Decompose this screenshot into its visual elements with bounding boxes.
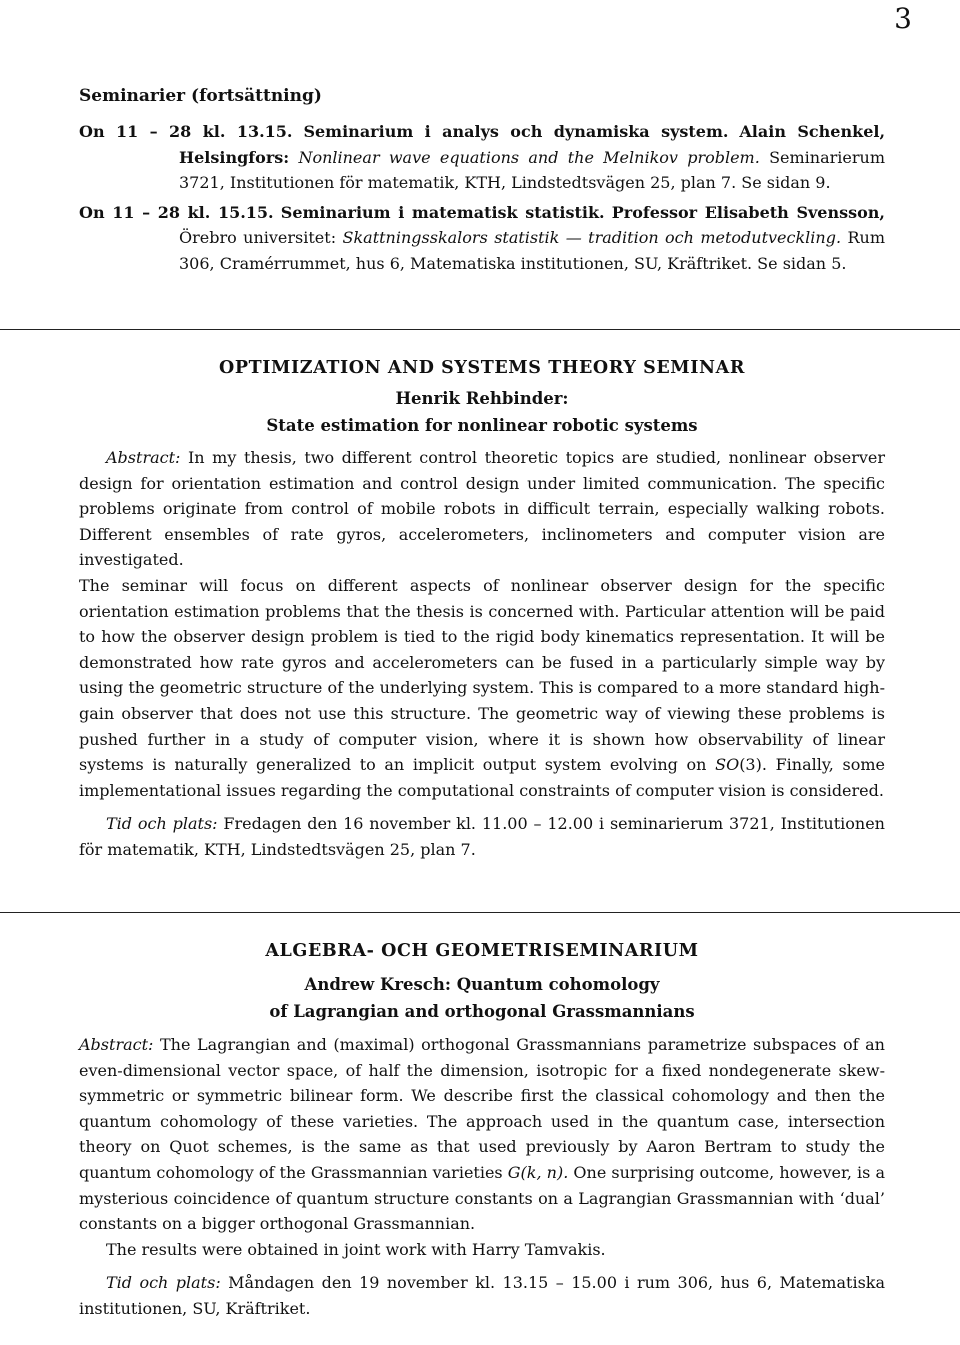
entry-when: On 11 – 28 kl. 15.15. [79, 202, 274, 222]
abstract-paragraph [79, 445, 885, 573]
abstract-text: Finally, some implementational issues regarding the computational constraints of computer vision is considered. [79, 755, 885, 800]
seminar-entry [79, 200, 885, 277]
talk-title: of Lagrangian and orthogonal Grassmannians [269, 1002, 695, 1021]
abstract-paragraph [79, 1032, 885, 1237]
abstract-text: The Lagrangian and (maximal) orthogonal Grassmannians parametrize subspaces of an even-dimensional vector space, of half the dimension, isotropic for a fixed nondegenerate skew-symmetric or symmetric bilinear form. We describe first the classical cohomology and then the quantum cohomology of these varieties. The approach used in the quantum case, intersection theory on Quot schemes, is the same as that used previously by Aaron Bertram to study the quantum cohomology of the Grassmannian varieties [79, 1035, 885, 1182]
abstract-label: Abstract: [79, 1035, 154, 1054]
page-number: 3 [894, 2, 912, 35]
abstract-text: The seminar will focus on different aspects of nonlinear observer design for the specific orientation estimation problems that the thesis is concerned with. Particular attention will be paid to how the observer design problem is tied to the rigid body kinematics representation. It will be demonstrated how rate gyros and accelerometers can be fused in a particularly simple way by using the geometric structure of the underlying system. This is compared to a more standard high-gain observer that does not use this structure. The geometric way of viewing these problems is pushed further in a study of computer vision, where it is shown how observability of linear systems is naturally generalized to an implicit output system evolving on [79, 575, 885, 775]
entry-affiliation: Örebro universitet: [179, 228, 337, 247]
seminar-entry [79, 119, 885, 196]
seminar-title: OPTIMIZATION AND SYSTEMS THEORY SEMINAR [219, 358, 745, 378]
entry-series: Seminarium i analys och dynamiska system. [303, 122, 729, 141]
entry-series: Seminarium i matematisk statistik. [280, 202, 605, 222]
math-symbol: G(k, n). [507, 1162, 569, 1182]
time-and-place [79, 1270, 885, 1321]
section-divider [0, 329, 960, 330]
talk-title: State estimation for nonlinear robotic systems [266, 416, 698, 435]
time-text: Fredagen den 16 november kl. 11.00 – 12.00 i seminarierum 3721, Institutionen för matematik, KTH, Lindstedtsvägen 25, plan 7. [79, 814, 885, 859]
entry-place: Seminarierum 3721, Institutionen för matematik, KTH, Lindstedtsvägen 25, plan 7. Se sidan 9. [179, 147, 885, 192]
math-argument: (3). [739, 755, 767, 775]
section-heading: Seminarier (fortsättning) [79, 86, 322, 106]
talk-speaker: Andrew Kresch: Quantum cohomology [304, 975, 660, 994]
entry-place: Rum 306, Cramérrummet, hus 6, Matematiska institutionen, SU, Kräftriket. Se sidan 5. [179, 228, 885, 273]
time-label: Tid och plats: [106, 814, 218, 834]
abstract-paragraph: The results were obtained in joint work with Harry Tamvakis. [106, 1239, 606, 1259]
abstract-text: One surprising outcome, however, is a mysterious coincidence of quantum structure constants on a Lagrangian Grassmannian with ‘dual’ constants on a bigger orthogonal Grassmannian. [79, 1162, 885, 1234]
seminarier-section [79, 84, 885, 276]
entry-title: Skattningsskalors statistik — tradition och metodutveckling. [342, 228, 842, 247]
entry-speaker: Alain Schenkel, Helsingfors: [179, 122, 886, 167]
algebra-seminar [79, 937, 885, 1322]
abstract-text: In my thesis, two different control theoretic topics are studied, nonlinear observer design for orientation estimation and control design under limited communication. The specific problems originate from control of mobile robots in difficult terrain, especially walking robots. Different ensembles of rate gyros, accelerometers, inclinometers and computer vision are investigated. [79, 448, 886, 570]
math-symbol: SO [715, 755, 740, 775]
time-and-place [79, 811, 885, 862]
abstract-label: Abstract: [106, 448, 181, 467]
seminar-title: ALGEBRA- OCH GEOMETRISEMINARIUM [265, 941, 699, 961]
talk-speaker: Henrik Rehbinder: [395, 389, 569, 408]
abstract-paragraph [79, 573, 885, 803]
entry-when: On 11 – 28 kl. 13.15. [79, 122, 293, 141]
time-text: Måndagen den 19 november kl. 13.15 – 15.00 i rum 306, hus 6, Matematiska institutionen, SU, Kräftriket. [79, 1273, 886, 1318]
section-divider [0, 912, 960, 913]
entry-title: Nonlinear wave equations and the Melnikov problem. [298, 147, 760, 167]
optimization-seminar [79, 354, 885, 863]
time-label: Tid och plats: [106, 1273, 221, 1293]
entry-speaker: Professor Elisabeth Svensson, [611, 202, 885, 222]
